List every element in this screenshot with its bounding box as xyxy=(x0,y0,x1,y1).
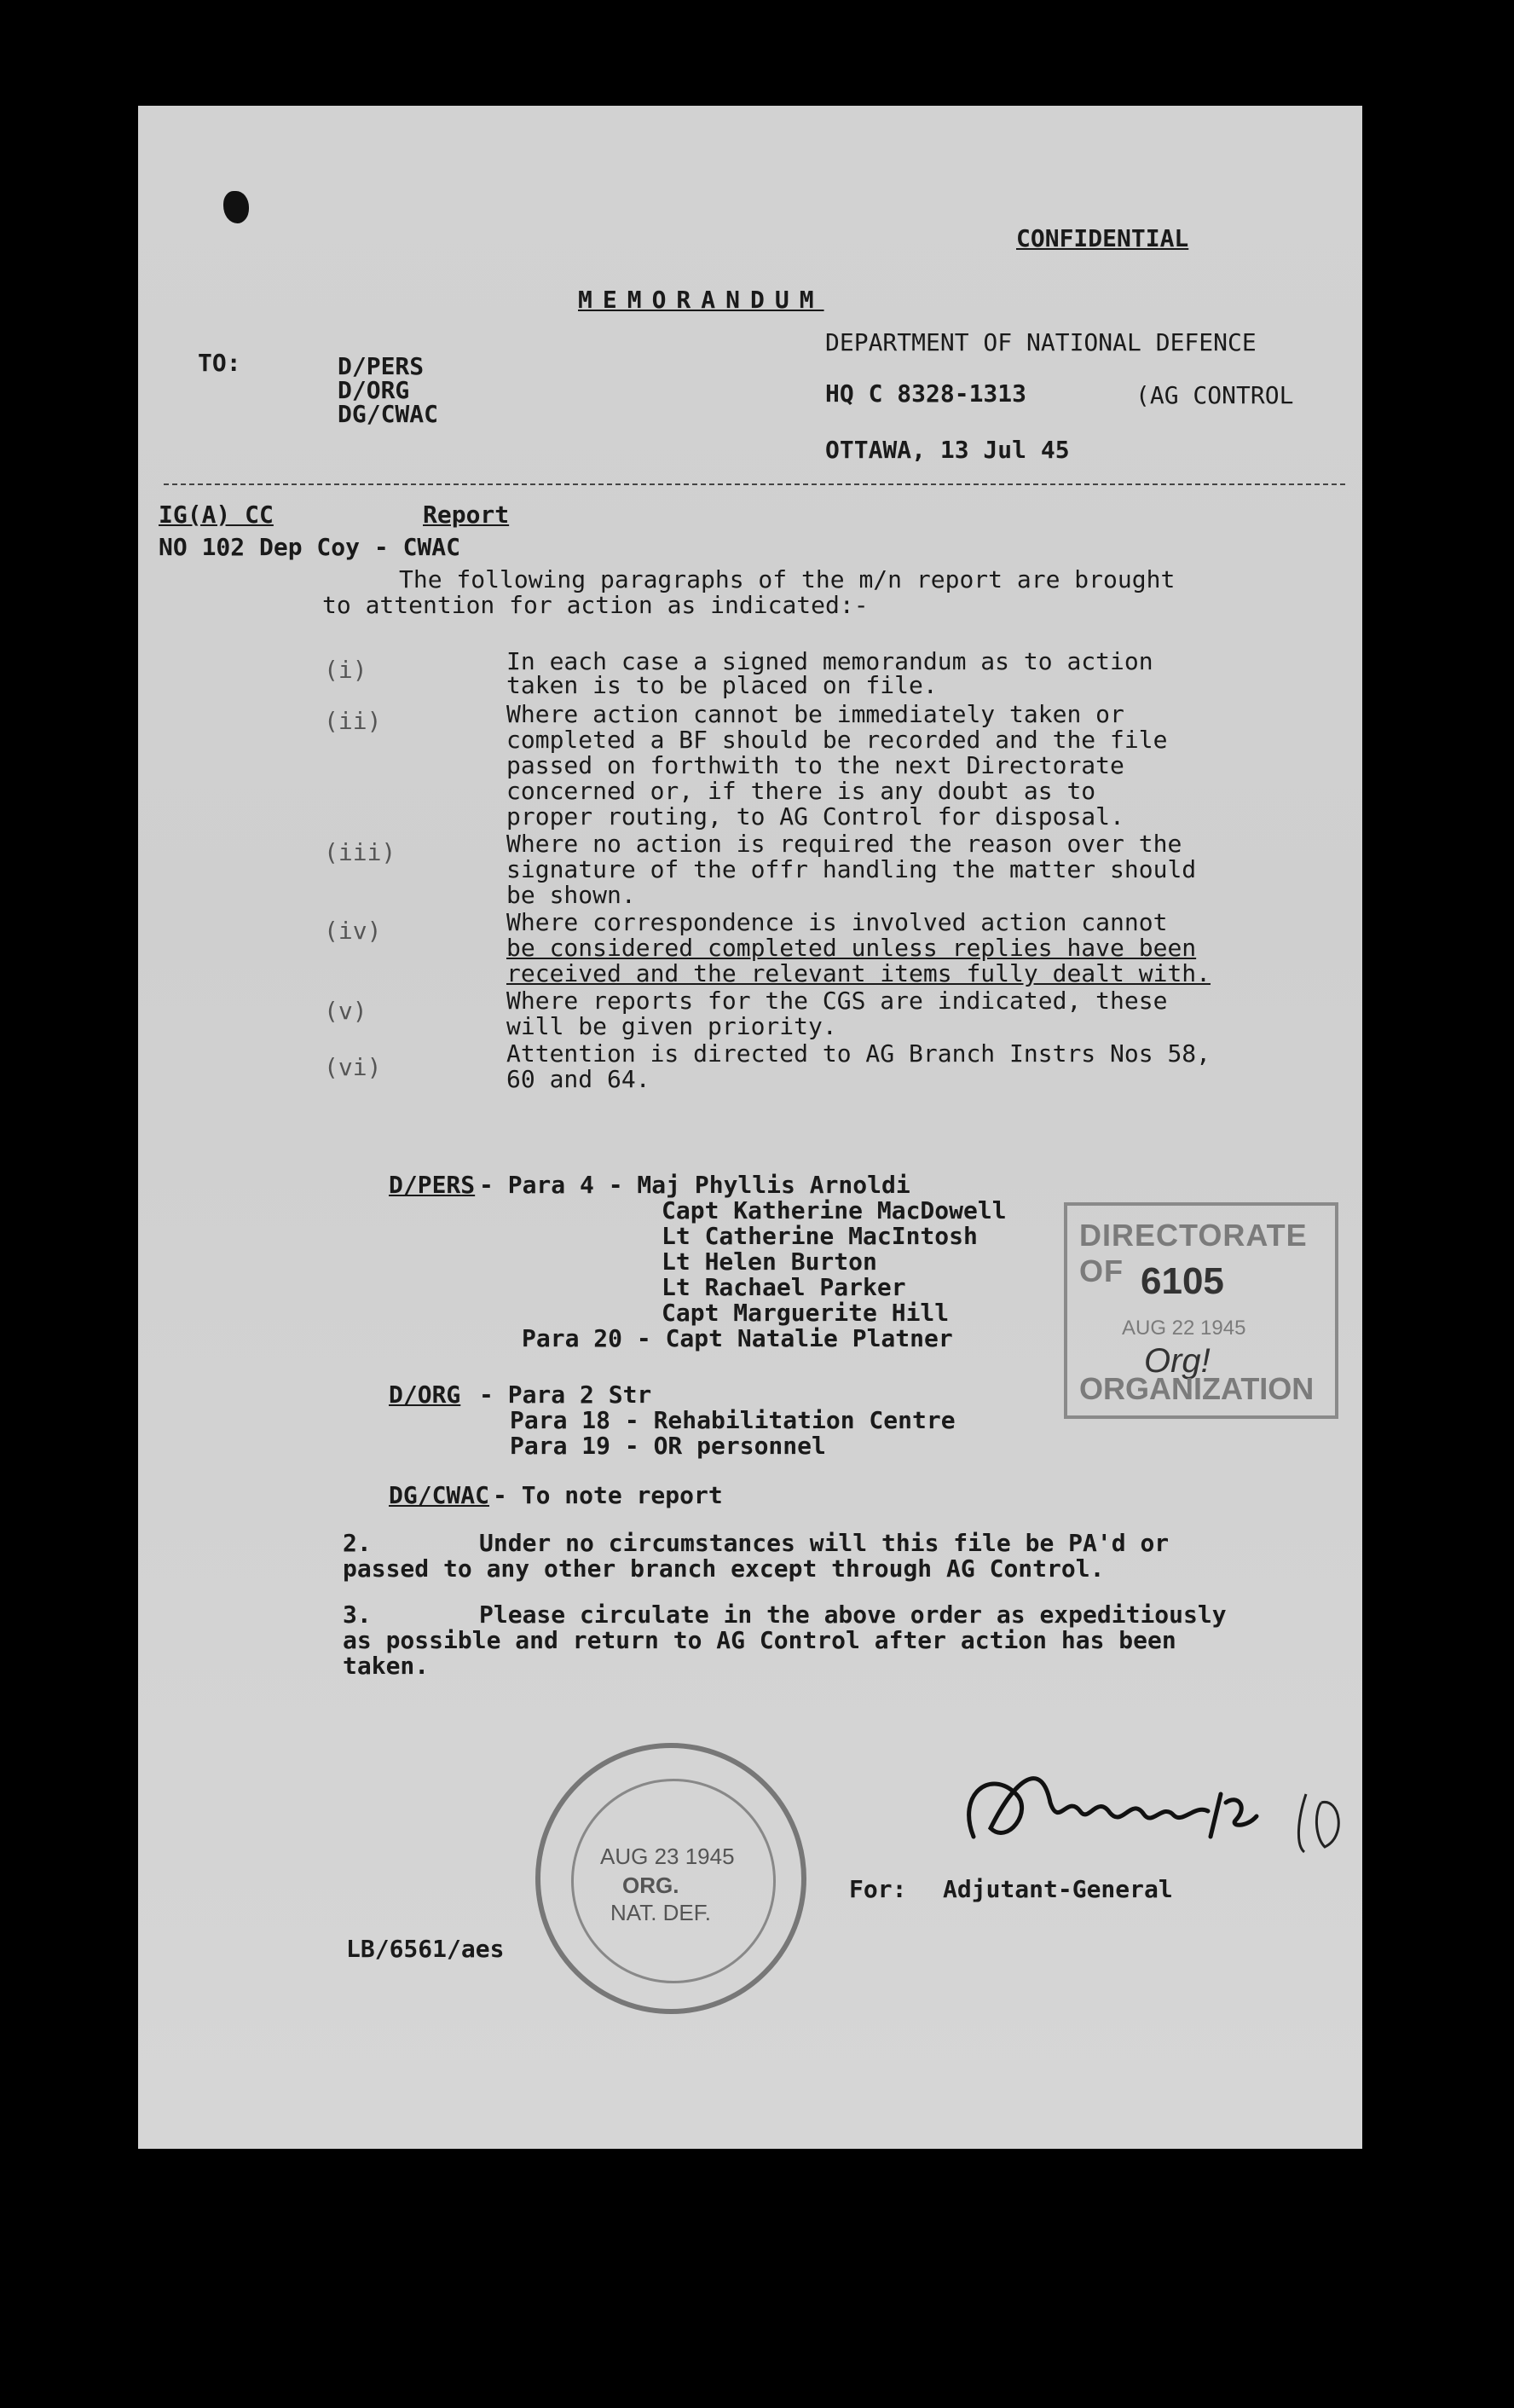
stamp-number: 6105 xyxy=(1141,1260,1224,1302)
intro-line-1: The following paragraphs of the m/n report are brought xyxy=(399,565,1176,593)
action-dorg-line: - Para 2 Str xyxy=(479,1381,652,1409)
para-number: (ii) xyxy=(324,707,382,735)
para2-number: 2. xyxy=(343,1529,372,1557)
para3-line-2: as possible and return to AG Control after action has been xyxy=(343,1626,1176,1654)
for-label: For: xyxy=(849,1875,907,1903)
para-line: will be given priority. xyxy=(506,1012,837,1040)
stamp-line: NAT. DEF. xyxy=(610,1900,711,1925)
para-number: (vi) xyxy=(324,1053,382,1081)
para2-line-1: Under no circumstances will this file be PA'd or xyxy=(479,1529,1170,1557)
para-number: (iii) xyxy=(324,838,396,866)
place-date: OTTAWA, 13 Jul 45 xyxy=(825,436,1070,464)
para-line-underlined: received and the relevant items fully dealt with. xyxy=(506,959,1211,987)
subject-report: Report xyxy=(423,501,510,529)
recipient-2: D/ORG xyxy=(338,376,410,404)
para-line: be shown. xyxy=(506,881,636,909)
reference-code: LB/6561/aes xyxy=(346,1935,505,1963)
action-dorg-label: D/ORG xyxy=(389,1381,461,1409)
para-number: (i) xyxy=(324,656,367,684)
recipient-3: DG/CWAC xyxy=(338,400,439,428)
directorate-stamp xyxy=(1064,1202,1338,1419)
action-dpers-para20: Para 20 - Capt Natalie Platner xyxy=(522,1324,953,1352)
department: DEPARTMENT OF NATIONAL DEFENCE xyxy=(825,328,1257,356)
received-stamp xyxy=(535,1743,806,2014)
action-cwac-label: DG/CWAC xyxy=(389,1481,490,1509)
recipient-1: D/PERS xyxy=(338,352,425,380)
para-line: 60 and 64. xyxy=(506,1065,650,1093)
stamp-line: ORG. xyxy=(622,1873,679,1898)
action-dorg-line: Para 19 - OR personnel xyxy=(510,1432,826,1460)
para-line: completed a BF should be recorded and the file xyxy=(506,726,1168,754)
intro-line-2: to attention for action as indicated:- xyxy=(322,591,869,619)
para3-line-3: taken. xyxy=(343,1652,430,1680)
stamp-line: ORGANIZATION xyxy=(1079,1371,1315,1406)
para-number: (v) xyxy=(324,997,367,1025)
para-line: Where reports for the CGS are indicated, these xyxy=(506,987,1168,1015)
para-line: In each case a signed memorandum as to action xyxy=(506,647,1153,675)
action-name: Capt Marguerite Hill xyxy=(662,1299,950,1327)
signatory-title: Adjutant-General xyxy=(943,1875,1173,1903)
para-line: signature of the offr handling the matter should xyxy=(506,855,1197,883)
classification: CONFIDENTIAL xyxy=(1016,224,1189,252)
ink-mark xyxy=(223,191,249,223)
action-name: Lt Rachael Parker xyxy=(662,1273,906,1301)
separator-line xyxy=(164,483,1345,485)
hq-reference: HQ C 8328-1313 xyxy=(825,379,1027,408)
memo-page xyxy=(138,106,1362,2149)
action-dpers-para4: - Para 4 - Maj Phyllis Arnoldi xyxy=(479,1171,910,1199)
para3-line-1: Please circulate in the above order as expeditiously xyxy=(479,1601,1227,1629)
ag-control: (AG CONTROL xyxy=(1136,381,1294,409)
para2-line-2: passed to any other branch except through AG Control. xyxy=(343,1554,1105,1583)
action-name: Lt Catherine MacIntosh xyxy=(662,1222,978,1250)
action-dorg-line: Para 18 - Rehabilitation Centre xyxy=(510,1406,956,1434)
subject-code: IG(A) CC xyxy=(159,501,274,529)
action-name: Capt Katherine MacDowell xyxy=(662,1196,1007,1224)
handwritten-signature xyxy=(939,1743,1366,1871)
stamp-line: DIRECTORATE OF xyxy=(1079,1218,1308,1288)
para-line: Where correspondence is involved action cannot xyxy=(506,908,1168,936)
subject-line-2: NO 102 Dep Coy - CWAC xyxy=(159,533,461,561)
stamp-date: AUG 22 1945 xyxy=(1122,1317,1246,1340)
para-line: proper routing, to AG Control for disposal. xyxy=(506,802,1124,831)
action-dpers-label: D/PERS xyxy=(389,1171,476,1199)
action-cwac-text: - To note report xyxy=(493,1481,723,1509)
memo-title: MEMORANDUM xyxy=(578,286,824,314)
action-name: Lt Helen Burton xyxy=(662,1247,877,1276)
para-line: concerned or, if there is any doubt as to xyxy=(506,777,1096,805)
para3-number: 3. xyxy=(343,1601,372,1629)
para-number: (iv) xyxy=(324,917,382,945)
para-line: taken is to be placed on file. xyxy=(506,671,938,699)
para-line: Where no action is required the reason over the xyxy=(506,830,1182,858)
para-line: passed on forthwith to the next Directorate xyxy=(506,751,1124,779)
para-line-underlined: be considered completed unless replies have been xyxy=(506,934,1197,962)
to-label: TO: xyxy=(198,349,241,377)
stamp-date: AUG 23 1945 xyxy=(600,1844,735,1869)
para-line: Attention is directed to AG Branch Instrs Nos 58, xyxy=(506,1039,1211,1068)
stamp-initials: Org! xyxy=(1144,1342,1211,1380)
para-line: Where action cannot be immediately taken or xyxy=(506,700,1124,728)
